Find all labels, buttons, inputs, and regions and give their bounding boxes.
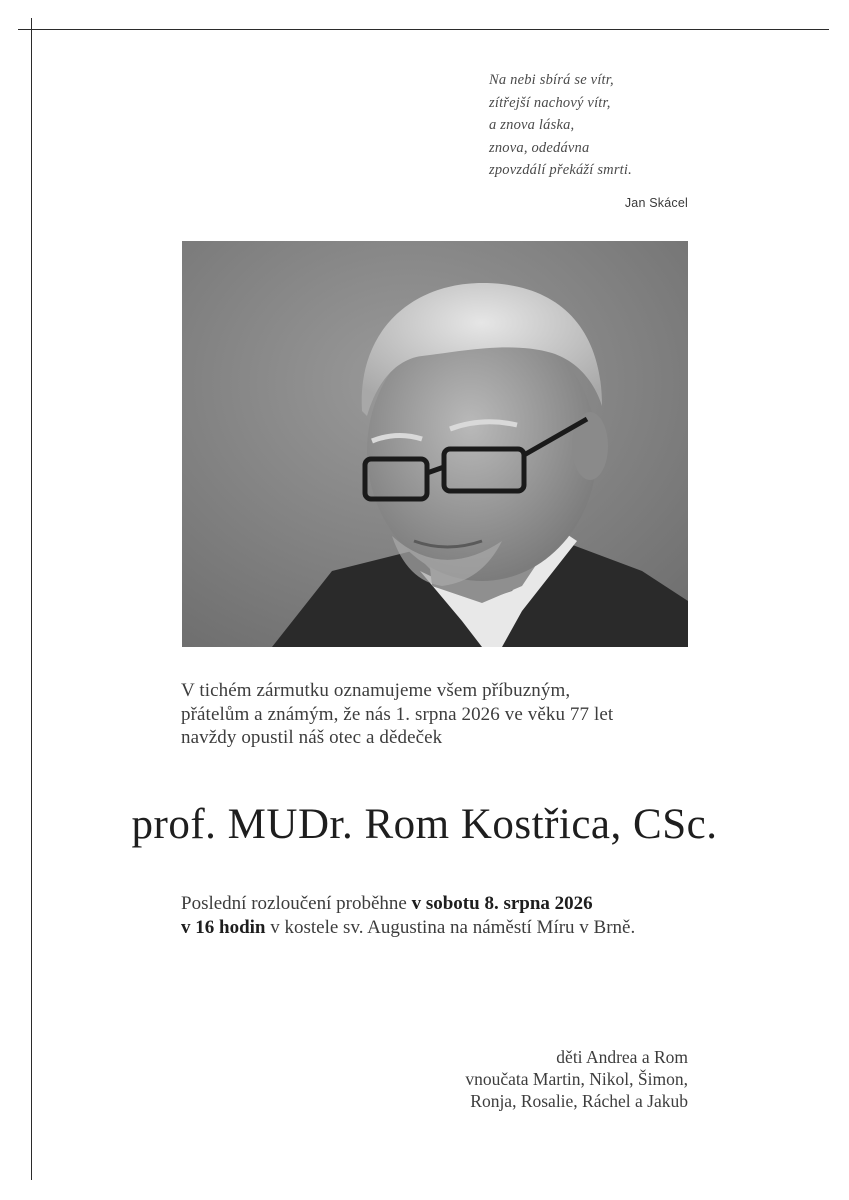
poem-line: a znova láska, xyxy=(489,117,575,133)
left-border-line xyxy=(31,18,32,1180)
poem-line: zpovzdálí překáží smrti. xyxy=(489,162,632,178)
funeral-date: v sobotu 8. srpna 2026 xyxy=(411,893,593,914)
portrait-photo xyxy=(182,241,688,647)
top-border-line xyxy=(18,29,829,30)
deceased-name: prof. MUDr. Rom Kostřica, CSc. xyxy=(131,801,718,848)
funeral-time: v 16 hodin xyxy=(181,916,266,938)
funeral-line-1 xyxy=(181,892,741,916)
funeral-place-text: v kostele sv. Augustina na náměstí Míru v Brně. xyxy=(265,916,636,938)
announcement-line: navždy opustil náš otec a dědeček xyxy=(181,727,443,748)
signature-line: Ronja, Rosalie, Ráchel a Jakub xyxy=(470,1091,688,1111)
funeral-details xyxy=(181,892,741,939)
poem-author: Jan Skácel xyxy=(624,196,688,210)
mourners-signature xyxy=(368,1046,688,1112)
poem-line: Na nebi sbírá se vítr, xyxy=(489,72,614,88)
poem-line: znova, odedávna xyxy=(489,139,590,156)
announcement-line: V tichém zármutku oznamujeme všem příbuzným, xyxy=(181,680,571,701)
signature-line: vnoučata Martin, Nikol, Šimon, xyxy=(465,1069,688,1089)
poem-line: zítřejší nachový vítr, xyxy=(489,94,611,111)
funeral-line-2 xyxy=(181,916,741,940)
announcement-line: přátelům a známým, že nás 1. srpna 2026 ve věku 77 let xyxy=(181,703,614,725)
signature-line: děti Andrea a Rom xyxy=(556,1047,688,1067)
announcement-text xyxy=(181,679,701,750)
poem xyxy=(489,69,709,182)
funeral-intro-text: Poslední rozloučení proběhne xyxy=(181,893,412,914)
